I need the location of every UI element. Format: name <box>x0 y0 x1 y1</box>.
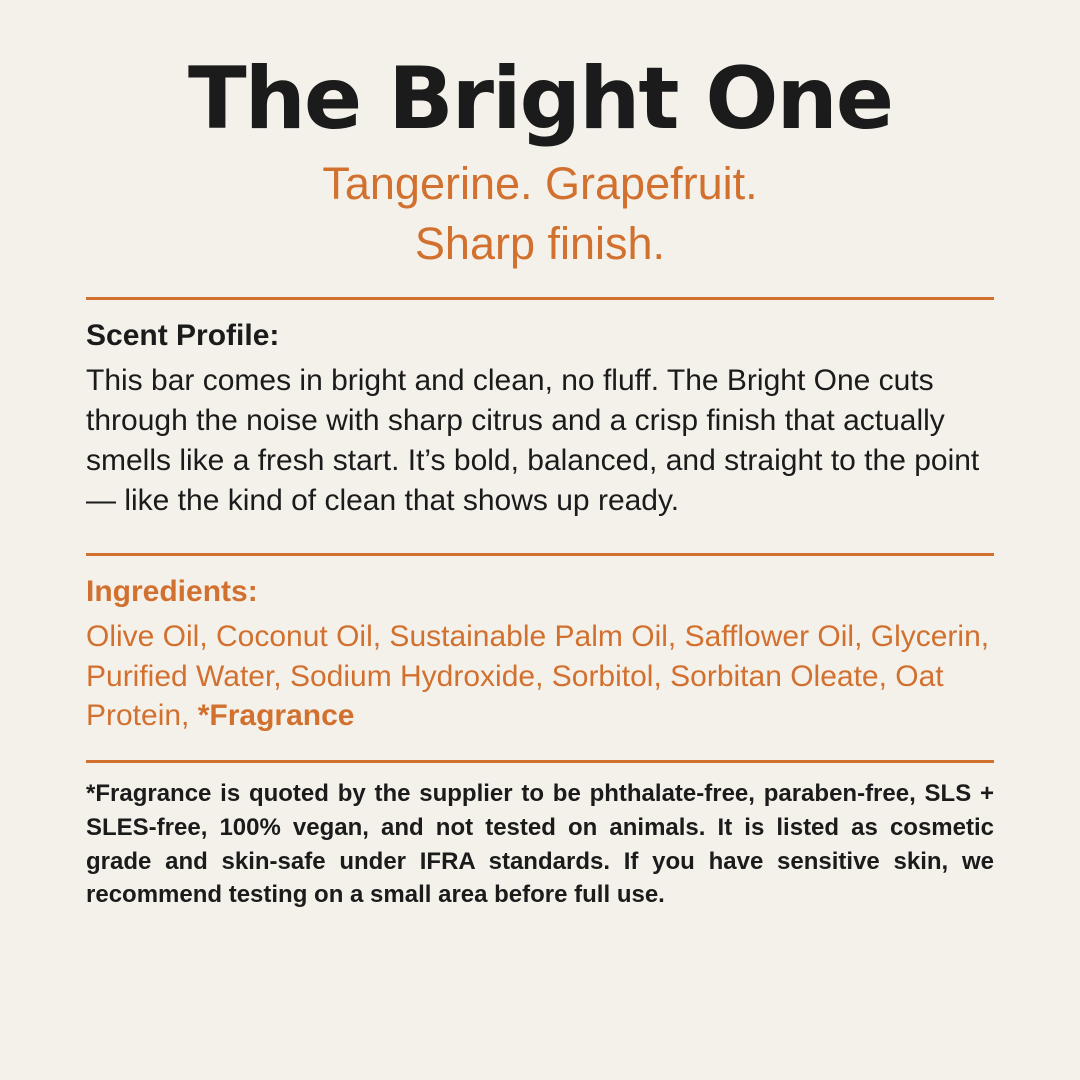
fragrance-note: *Fragrance <box>197 699 355 733</box>
page-title: The Bright One <box>187 49 893 149</box>
ingredients-list-text: Olive Oil, Coconut Oil, Sustainable Palm Oil, Safflower Oil, Glycerin, Purified Water, Sodium Hydroxide, Sorbitol, Sorbitan Oleate, Oat Protein, <box>86 619 990 733</box>
scent-profile-section <box>86 316 994 521</box>
scent-profile-heading: Scent Profile: <box>86 319 280 353</box>
product-subtitle <box>86 154 994 273</box>
ingredients-list <box>86 617 994 737</box>
ingredients-heading: Ingredients: <box>86 574 258 608</box>
scent-profile-body: This bar comes in bright and clean, no fluff. The Bright One cuts through the noise with sharp citrus and a crisp finish that actually smells like a fresh start. It’s bold, balanced, and straight to the point — like the kind of clean that shows up ready. <box>86 364 980 517</box>
divider-bottom <box>86 760 994 763</box>
subtitle-line-1: Tangerine. Grapefruit. <box>322 158 758 210</box>
divider-top <box>86 297 994 300</box>
divider-middle <box>86 553 994 556</box>
subtitle-line-2: Sharp finish. <box>414 217 666 269</box>
ingredients-section <box>86 572 994 737</box>
fragrance-disclaimer: *Fragrance is quoted by the supplier to be phthalate-free, paraben-free, SLS + SLES-free, 100% vegan, and not tested on animals. It is listed as cosmetic grade and skin-safe under IFRA standards. If you have sensitive skin, we recommend testing on a small area before full use. <box>86 780 994 909</box>
